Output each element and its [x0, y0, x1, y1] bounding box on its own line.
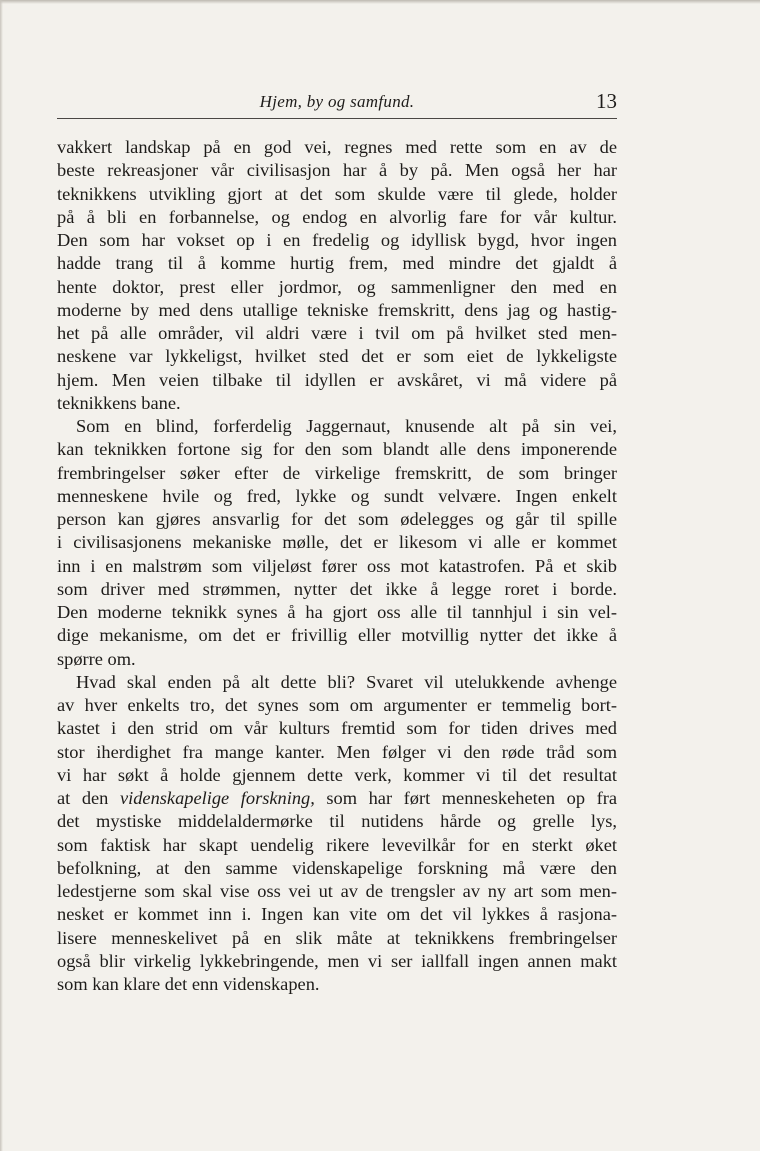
text-line: dige mekanisme, om det er frivillig eller motvillig nytter det ikke å	[57, 625, 617, 646]
text-line: i civilisasjonens mekaniske mølle, det er likesom vi alle er kommet	[57, 532, 617, 553]
text-line: ledestjerne som skal vise oss vei ut av de trengsler av ny art som men-	[57, 881, 617, 901]
text-line: på å bli en forbannelse, og endog en alvorlig fare for vår kultur.	[57, 206, 617, 227]
text-segment: at den	[57, 788, 120, 808]
text-line: beste rekreasjoner vår civilisasjon har å by på. Men også her har	[57, 160, 617, 181]
text-line: kan teknikken fortone sig for den som blandt alle dens imponerende	[57, 439, 617, 460]
text-line: neskene var lykkeligst, hvilket sted det er som eiet de lykkeligste	[57, 346, 617, 367]
text-line: som driver med strømmen, nytter det ikke å legge roret i borde.	[57, 578, 617, 599]
text-line: nesket er kommet inn i. Ingen kan vite om det vil lykkes å rasjona-	[57, 904, 617, 925]
text-line: teknikkens utvikling gjort at det som skulde være til glede, holder	[57, 183, 617, 204]
text-line: vakkert landskap på en god vei, regnes med rette som en av de	[57, 137, 617, 157]
text-line: teknikkens bane.	[57, 392, 181, 413]
body-text	[57, 136, 617, 996]
text-line: spørre om.	[57, 648, 136, 669]
text-line: Den som har vokset op i en fredelig og idyllisk bygd, hvor ingen	[57, 230, 617, 250]
page-number: 13	[596, 89, 617, 113]
text-line: hjem. Men veien tilbake til idyllen er avskåret, vi må videre på	[57, 369, 617, 390]
text-line: Den moderne teknikk synes å ha gjort oss alle til tannhjul i sin vel-	[57, 602, 617, 622]
text-line: person kan gjøres ansvarlig for det som ødelegges og går til spille	[57, 509, 617, 529]
running-head	[57, 90, 617, 119]
text-line: het på alle områder, vil aldri være i tvil om på hvilket sted men-	[57, 323, 617, 343]
text-line: kastet i den strid om vår kulturs fremtid som for tiden drives med	[57, 718, 617, 739]
text-line: av hver enkelts tro, det synes som om argumenter er temmelig bort-	[57, 695, 617, 715]
text-line-with-emphasis	[57, 787, 617, 810]
text-line: lisere menneskelivet på en slik måte at teknikkens frembringelser	[57, 927, 617, 948]
text-line: moderne by med dens utallige tekniske fremskritt, dens jag og hastig-	[57, 299, 617, 320]
text-line: også blir virkelig lykkebringende, men vi ser iallfall ingen annen makt	[57, 950, 617, 971]
text-line: inn i en malstrøm som viljeløst fører oss mot katastrofen. På et skib	[57, 555, 617, 576]
text-segment: som har ført menneskeheten op fra	[314, 788, 617, 808]
page-edge-left	[0, 0, 3, 1151]
text-line: stor iherdighet fra mange kanter. Men følger vi den røde tråd som	[57, 741, 617, 762]
text-line: vi har søkt å holde gjennem dette verk, kommer vi til det resultat	[57, 764, 617, 785]
text-line: hente doktor, prest eller jordmor, og sammenligner den med en	[57, 276, 617, 297]
text-line: frembringelser søker efter de virkelige fremskritt, de som bringer	[57, 462, 617, 483]
paragraph-start-line: Hvad skal enden på alt dette bli? Svaret vil utelukkende avhenge	[76, 671, 617, 692]
text-line: hadde trang til å komme hurtig frem, med mindre det gjaldt å	[57, 253, 617, 274]
text-line: som faktisk har skapt uendelig rikere levevilkår for en sterkt øket	[57, 834, 617, 855]
text-line: menneskene hvile og fred, lykke og sundt velvære. Ingen enkelt	[57, 485, 617, 506]
running-title: Hjem, by og samfund.	[259, 92, 415, 111]
paragraph-start-line: Som en blind, forferdelig Jaggernaut, knusende alt på sin vei,	[76, 416, 617, 436]
text-line: det mystiske middelaldermørke til nutidens hårde og grelle lys,	[57, 811, 617, 832]
text-line: befolkning, at den samme videnskapelige forskning må være den	[57, 857, 617, 878]
text-line: som kan klare det enn videnskapen.	[57, 974, 320, 994]
italic-emphasis: videnskapelige forskning,	[119, 788, 315, 808]
page-edge-top	[0, 0, 760, 4]
